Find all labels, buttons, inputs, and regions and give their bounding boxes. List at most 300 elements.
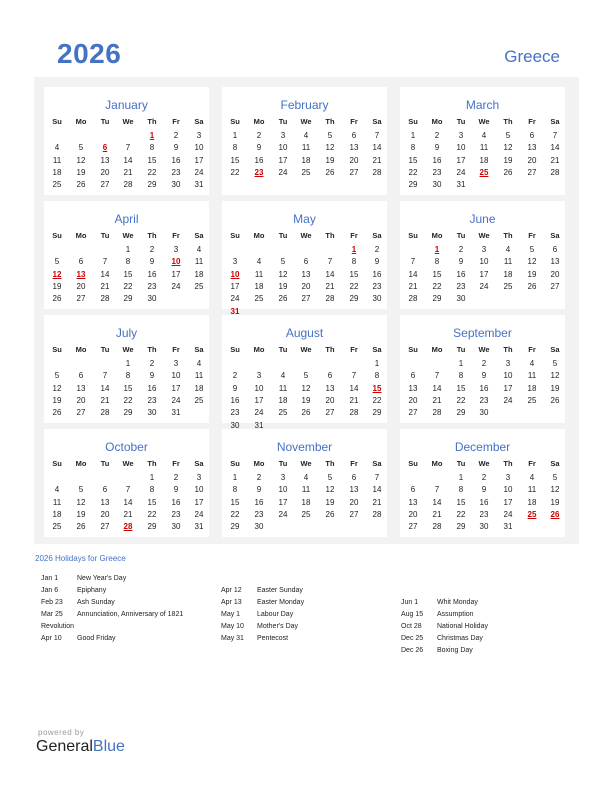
- calendar-day[interactable]: 7: [434, 485, 440, 495]
- calendar-day[interactable]: 8: [374, 371, 380, 381]
- calendar-day[interactable]: 22: [123, 395, 133, 405]
- calendar-day[interactable]: 21: [349, 395, 359, 405]
- calendar-day[interactable]: 14: [100, 383, 110, 393]
- calendar-day[interactable]: 27: [408, 522, 418, 532]
- calendar-day[interactable]: 9: [458, 257, 464, 267]
- calendar-day[interactable]: 7: [327, 257, 333, 267]
- calendar-day[interactable]: 10: [278, 143, 288, 153]
- calendar-day[interactable]: 4: [256, 257, 262, 267]
- calendar-day[interactable]: 18: [527, 383, 537, 393]
- calendar-day[interactable]: 29: [123, 294, 133, 304]
- calendar-day[interactable]: 7: [351, 371, 357, 381]
- calendar-day[interactable]: 23: [432, 167, 442, 177]
- calendar-day[interactable]: 10: [278, 485, 288, 495]
- brand-logo[interactable]: [36, 738, 125, 756]
- calendar-day[interactable]: 15: [147, 155, 157, 165]
- calendar-day[interactable]: 11: [527, 371, 537, 381]
- calendar-day[interactable]: 7: [125, 143, 131, 153]
- calendar-day[interactable]: 20: [325, 395, 335, 405]
- calendar-day[interactable]: 16: [254, 497, 264, 507]
- calendar-day[interactable]: 25: [254, 294, 264, 304]
- calendar-day[interactable]: 18: [278, 395, 288, 405]
- calendar-day[interactable]: 13: [100, 155, 110, 165]
- calendar-day[interactable]: 7: [374, 131, 380, 140]
- calendar-day[interactable]: 30: [171, 522, 181, 532]
- calendar-day[interactable]: 25: [52, 522, 62, 532]
- calendar-day[interactable]: 14: [123, 497, 133, 507]
- calendar-day[interactable]: 20: [100, 509, 110, 519]
- calendar-day[interactable]: 22: [456, 509, 466, 519]
- calendar-day[interactable]: 22: [147, 167, 157, 177]
- calendar-day[interactable]: 15: [456, 383, 466, 393]
- holiday-day[interactable]: 26: [550, 509, 560, 519]
- calendar-day[interactable]: 18: [194, 269, 204, 279]
- calendar-day[interactable]: 15: [408, 155, 418, 165]
- calendar-day[interactable]: 13: [325, 383, 335, 393]
- calendar-day[interactable]: 26: [76, 522, 86, 532]
- calendar-day[interactable]: 17: [503, 497, 513, 507]
- calendar-day[interactable]: 20: [100, 167, 110, 177]
- calendar-day[interactable]: 8: [125, 257, 131, 267]
- calendar-day[interactable]: 3: [280, 131, 286, 140]
- calendar-day[interactable]: 28: [408, 294, 418, 304]
- calendar-day[interactable]: 13: [349, 485, 359, 495]
- calendar-day[interactable]: 17: [456, 155, 466, 165]
- calendar-day[interactable]: 25: [194, 281, 204, 291]
- calendar-day[interactable]: 9: [256, 143, 262, 153]
- calendar-day[interactable]: 7: [434, 371, 440, 381]
- calendar-day[interactable]: 6: [351, 131, 357, 140]
- calendar-day[interactable]: 28: [123, 180, 133, 190]
- calendar-day[interactable]: 3: [458, 131, 464, 140]
- calendar-day[interactable]: 8: [434, 257, 440, 267]
- calendar-day[interactable]: 24: [171, 281, 181, 291]
- calendar-day[interactable]: 22: [432, 281, 442, 291]
- calendar-day[interactable]: 7: [102, 257, 108, 267]
- calendar-day[interactable]: 6: [410, 485, 416, 495]
- calendar-day[interactable]: 9: [374, 257, 380, 267]
- calendar-day[interactable]: 20: [408, 509, 418, 519]
- calendar-day[interactable]: 4: [505, 245, 511, 254]
- calendar-day[interactable]: 21: [372, 155, 382, 165]
- calendar-day[interactable]: 24: [194, 509, 204, 519]
- calendar-day[interactable]: 12: [301, 383, 311, 393]
- calendar-day[interactable]: 21: [372, 497, 382, 507]
- calendar-day[interactable]: 16: [171, 497, 181, 507]
- calendar-day[interactable]: 3: [280, 473, 286, 482]
- calendar-day[interactable]: 18: [254, 281, 264, 291]
- calendar-day[interactable]: 3: [232, 257, 238, 267]
- calendar-day[interactable]: 3: [481, 245, 487, 254]
- calendar-day[interactable]: 12: [52, 383, 62, 393]
- calendar-day[interactable]: 17: [503, 383, 513, 393]
- calendar-day[interactable]: 22: [372, 395, 382, 405]
- calendar-day[interactable]: 9: [481, 485, 487, 495]
- calendar-day[interactable]: 5: [529, 245, 535, 254]
- calendar-day[interactable]: 31: [194, 180, 204, 190]
- calendar-day[interactable]: 28: [550, 167, 560, 177]
- calendar-day[interactable]: 5: [54, 371, 60, 381]
- calendar-day[interactable]: 6: [552, 245, 558, 254]
- calendar-day[interactable]: 29: [123, 408, 133, 418]
- calendar-day[interactable]: 4: [529, 473, 535, 482]
- calendar-day[interactable]: 16: [456, 269, 466, 279]
- calendar-day[interactable]: 28: [372, 509, 382, 519]
- calendar-day[interactable]: 31: [254, 420, 264, 430]
- calendar-day[interactable]: 25: [301, 509, 311, 519]
- calendar-day[interactable]: 28: [100, 408, 110, 418]
- calendar-day[interactable]: 11: [527, 485, 537, 495]
- calendar-day[interactable]: 30: [254, 522, 264, 532]
- calendar-day[interactable]: 19: [325, 497, 335, 507]
- calendar-day[interactable]: 26: [301, 408, 311, 418]
- calendar-day[interactable]: 16: [171, 155, 181, 165]
- calendar-day[interactable]: 23: [479, 395, 489, 405]
- calendar-day[interactable]: 22: [230, 167, 240, 177]
- holiday-day[interactable]: 6: [102, 143, 108, 153]
- calendar-day[interactable]: 30: [171, 180, 181, 190]
- calendar-day[interactable]: 29: [456, 408, 466, 418]
- calendar-day[interactable]: 22: [349, 281, 359, 291]
- calendar-day[interactable]: 11: [301, 143, 311, 153]
- calendar-day[interactable]: 24: [456, 167, 466, 177]
- calendar-day[interactable]: 27: [550, 281, 560, 291]
- calendar-day[interactable]: 3: [196, 473, 202, 482]
- calendar-day[interactable]: 27: [325, 408, 335, 418]
- calendar-day[interactable]: 18: [194, 383, 204, 393]
- calendar-day[interactable]: 26: [527, 281, 537, 291]
- calendar-day[interactable]: 28: [432, 408, 442, 418]
- calendar-day[interactable]: 12: [550, 371, 560, 381]
- calendar-day[interactable]: 10: [254, 383, 264, 393]
- calendar-day[interactable]: 29: [432, 294, 442, 304]
- calendar-day[interactable]: 3: [505, 473, 511, 482]
- calendar-day[interactable]: 19: [325, 155, 335, 165]
- calendar-day[interactable]: 7: [410, 257, 416, 267]
- calendar-day[interactable]: 11: [52, 155, 62, 165]
- calendar-day[interactable]: 16: [254, 155, 264, 165]
- calendar-day[interactable]: 12: [550, 485, 560, 495]
- calendar-day[interactable]: 20: [301, 281, 311, 291]
- calendar-day[interactable]: 18: [479, 155, 489, 165]
- calendar-day[interactable]: 31: [456, 180, 466, 190]
- calendar-day[interactable]: 2: [173, 473, 179, 482]
- calendar-day[interactable]: 5: [327, 131, 333, 140]
- calendar-day[interactable]: 29: [230, 522, 240, 532]
- calendar-day[interactable]: 21: [408, 281, 418, 291]
- calendar-day[interactable]: 20: [550, 269, 560, 279]
- calendar-day[interactable]: 26: [52, 294, 62, 304]
- calendar-day[interactable]: 8: [351, 257, 357, 267]
- calendar-day[interactable]: 20: [527, 155, 537, 165]
- calendar-day[interactable]: 10: [171, 371, 181, 381]
- calendar-day[interactable]: 9: [434, 143, 440, 153]
- calendar-day[interactable]: 30: [147, 408, 157, 418]
- calendar-day[interactable]: 23: [147, 395, 157, 405]
- calendar-day[interactable]: 30: [456, 294, 466, 304]
- calendar-day[interactable]: 11: [479, 143, 489, 153]
- calendar-day[interactable]: 26: [550, 395, 560, 405]
- calendar-day[interactable]: 13: [301, 269, 311, 279]
- calendar-day[interactable]: 25: [278, 408, 288, 418]
- calendar-day[interactable]: 4: [303, 473, 309, 482]
- calendar-day[interactable]: 9: [173, 143, 179, 153]
- calendar-day[interactable]: 14: [432, 383, 442, 393]
- calendar-day[interactable]: 12: [325, 485, 335, 495]
- calendar-day[interactable]: 17: [171, 383, 181, 393]
- calendar-day[interactable]: 20: [408, 395, 418, 405]
- calendar-day[interactable]: 10: [503, 485, 513, 495]
- calendar-day[interactable]: 6: [529, 131, 535, 140]
- calendar-day[interactable]: 18: [301, 497, 311, 507]
- calendar-day[interactable]: 30: [432, 180, 442, 190]
- calendar-day[interactable]: 30: [479, 408, 489, 418]
- calendar-day[interactable]: 4: [54, 485, 60, 495]
- calendar-day[interactable]: 27: [408, 408, 418, 418]
- calendar-day[interactable]: 8: [149, 143, 155, 153]
- calendar-day[interactable]: 20: [76, 395, 86, 405]
- calendar-day[interactable]: 21: [100, 395, 110, 405]
- calendar-day[interactable]: 12: [503, 143, 513, 153]
- calendar-day[interactable]: 21: [432, 509, 442, 519]
- calendar-day[interactable]: 2: [149, 245, 155, 254]
- holiday-day[interactable]: 1: [149, 131, 155, 140]
- calendar-day[interactable]: 1: [458, 359, 464, 368]
- calendar-day[interactable]: 29: [456, 522, 466, 532]
- calendar-day[interactable]: 17: [254, 395, 264, 405]
- calendar-day[interactable]: 2: [458, 245, 464, 254]
- holiday-day[interactable]: 31: [230, 306, 240, 316]
- calendar-day[interactable]: 1: [125, 359, 131, 368]
- calendar-day[interactable]: 13: [100, 497, 110, 507]
- calendar-day[interactable]: 18: [503, 269, 513, 279]
- calendar-day[interactable]: 2: [256, 473, 262, 482]
- calendar-day[interactable]: 21: [432, 395, 442, 405]
- calendar-day[interactable]: 11: [278, 383, 288, 393]
- calendar-day[interactable]: 11: [254, 269, 264, 279]
- calendar-day[interactable]: 11: [301, 485, 311, 495]
- calendar-day[interactable]: 6: [410, 371, 416, 381]
- calendar-day[interactable]: 12: [76, 155, 86, 165]
- calendar-day[interactable]: 14: [372, 143, 382, 153]
- calendar-day[interactable]: 4: [303, 131, 309, 140]
- calendar-day[interactable]: 28: [325, 294, 335, 304]
- calendar-day[interactable]: 9: [149, 371, 155, 381]
- calendar-day[interactable]: 5: [78, 143, 84, 153]
- calendar-day[interactable]: 21: [123, 509, 133, 519]
- calendar-day[interactable]: 8: [410, 143, 416, 153]
- calendar-day[interactable]: 4: [529, 359, 535, 368]
- calendar-day[interactable]: 16: [147, 383, 157, 393]
- calendar-day[interactable]: 27: [76, 408, 86, 418]
- calendar-day[interactable]: 4: [196, 245, 202, 254]
- calendar-day[interactable]: 2: [481, 359, 487, 368]
- calendar-day[interactable]: 16: [432, 155, 442, 165]
- calendar-day[interactable]: 2: [481, 473, 487, 482]
- calendar-day[interactable]: 5: [505, 131, 511, 140]
- calendar-day[interactable]: 23: [254, 509, 264, 519]
- calendar-day[interactable]: 10: [503, 371, 513, 381]
- calendar-day[interactable]: 12: [76, 497, 86, 507]
- calendar-day[interactable]: 25: [301, 167, 311, 177]
- calendar-day[interactable]: 24: [254, 408, 264, 418]
- calendar-day[interactable]: 4: [280, 371, 286, 381]
- calendar-day[interactable]: 19: [52, 395, 62, 405]
- calendar-day[interactable]: 26: [278, 294, 288, 304]
- calendar-day[interactable]: 15: [349, 269, 359, 279]
- calendar-day[interactable]: 1: [125, 245, 131, 254]
- calendar-day[interactable]: 17: [194, 497, 204, 507]
- holiday-day[interactable]: 10: [171, 257, 181, 267]
- calendar-day[interactable]: 4: [54, 143, 60, 153]
- calendar-day[interactable]: 22: [456, 395, 466, 405]
- calendar-day[interactable]: 9: [256, 485, 262, 495]
- calendar-day[interactable]: 13: [76, 383, 86, 393]
- calendar-day[interactable]: 29: [147, 180, 157, 190]
- calendar-day[interactable]: 15: [432, 269, 442, 279]
- calendar-day[interactable]: 15: [123, 383, 133, 393]
- calendar-day[interactable]: 3: [505, 359, 511, 368]
- calendar-day[interactable]: 17: [194, 155, 204, 165]
- calendar-day[interactable]: 24: [503, 395, 513, 405]
- calendar-day[interactable]: 30: [147, 294, 157, 304]
- calendar-day[interactable]: 27: [349, 167, 359, 177]
- calendar-day[interactable]: 2: [434, 131, 440, 140]
- calendar-day[interactable]: 20: [349, 155, 359, 165]
- calendar-day[interactable]: 1: [458, 473, 464, 482]
- calendar-day[interactable]: 2: [374, 245, 380, 254]
- calendar-day[interactable]: 6: [102, 485, 108, 495]
- calendar-day[interactable]: 26: [325, 509, 335, 519]
- holiday-day[interactable]: 13: [76, 269, 86, 279]
- calendar-day[interactable]: 13: [349, 143, 359, 153]
- calendar-day[interactable]: 14: [325, 269, 335, 279]
- calendar-day[interactable]: 11: [194, 371, 204, 381]
- calendar-day[interactable]: 11: [194, 257, 204, 267]
- calendar-day[interactable]: 2: [173, 131, 179, 140]
- calendar-day[interactable]: 27: [100, 180, 110, 190]
- holiday-day[interactable]: 23: [254, 167, 264, 177]
- calendar-day[interactable]: 19: [550, 383, 560, 393]
- calendar-day[interactable]: 28: [432, 522, 442, 532]
- calendar-day[interactable]: 29: [408, 180, 418, 190]
- calendar-day[interactable]: 19: [76, 509, 86, 519]
- calendar-day[interactable]: 27: [349, 509, 359, 519]
- calendar-day[interactable]: 10: [194, 143, 204, 153]
- calendar-day[interactable]: 8: [149, 485, 155, 495]
- calendar-day[interactable]: 13: [408, 497, 418, 507]
- calendar-day[interactable]: 17: [278, 155, 288, 165]
- calendar-day[interactable]: 19: [301, 395, 311, 405]
- calendar-day[interactable]: 5: [280, 257, 286, 267]
- calendar-day[interactable]: 7: [102, 371, 108, 381]
- holiday-day[interactable]: 1: [351, 245, 357, 254]
- holiday-day[interactable]: 12: [52, 269, 62, 279]
- calendar-day[interactable]: 27: [527, 167, 537, 177]
- calendar-day[interactable]: 16: [372, 269, 382, 279]
- calendar-day[interactable]: 7: [374, 473, 380, 482]
- calendar-day[interactable]: 21: [100, 281, 110, 291]
- calendar-day[interactable]: 8: [232, 143, 238, 153]
- calendar-day[interactable]: 4: [481, 131, 487, 140]
- calendar-day[interactable]: 31: [194, 522, 204, 532]
- calendar-day[interactable]: 15: [456, 497, 466, 507]
- holiday-day[interactable]: 28: [123, 522, 133, 532]
- calendar-day[interactable]: 24: [194, 167, 204, 177]
- calendar-day[interactable]: 26: [503, 167, 513, 177]
- calendar-day[interactable]: 2: [149, 359, 155, 368]
- calendar-day[interactable]: 24: [479, 281, 489, 291]
- calendar-day[interactable]: 6: [303, 257, 309, 267]
- calendar-day[interactable]: 23: [456, 281, 466, 291]
- calendar-day[interactable]: 13: [408, 383, 418, 393]
- calendar-day[interactable]: 5: [552, 359, 558, 368]
- holiday-day[interactable]: 15: [372, 383, 382, 393]
- calendar-day[interactable]: 2: [256, 131, 262, 140]
- calendar-day[interactable]: 5: [552, 473, 558, 482]
- calendar-day[interactable]: 3: [173, 359, 179, 368]
- calendar-day[interactable]: 22: [147, 509, 157, 519]
- calendar-day[interactable]: 9: [173, 485, 179, 495]
- calendar-day[interactable]: 6: [351, 473, 357, 482]
- calendar-day[interactable]: 28: [349, 408, 359, 418]
- calendar-day[interactable]: 23: [171, 509, 181, 519]
- calendar-day[interactable]: 11: [503, 257, 513, 267]
- calendar-day[interactable]: 24: [278, 509, 288, 519]
- calendar-day[interactable]: 29: [147, 522, 157, 532]
- calendar-day[interactable]: 27: [301, 294, 311, 304]
- calendar-day[interactable]: 14: [100, 269, 110, 279]
- calendar-day[interactable]: 13: [527, 143, 537, 153]
- calendar-day[interactable]: 31: [503, 522, 513, 532]
- calendar-day[interactable]: 14: [550, 143, 560, 153]
- calendar-day[interactable]: 21: [325, 281, 335, 291]
- calendar-day[interactable]: 22: [123, 281, 133, 291]
- holiday-day[interactable]: 25: [479, 167, 489, 177]
- calendar-day[interactable]: 17: [230, 281, 240, 291]
- calendar-day[interactable]: 19: [76, 167, 86, 177]
- calendar-day[interactable]: 24: [503, 509, 513, 519]
- calendar-day[interactable]: 6: [327, 371, 333, 381]
- calendar-day[interactable]: 1: [232, 473, 238, 482]
- calendar-day[interactable]: 10: [456, 143, 466, 153]
- calendar-day[interactable]: 18: [527, 497, 537, 507]
- calendar-day[interactable]: 12: [278, 269, 288, 279]
- calendar-day[interactable]: 1: [374, 359, 380, 368]
- calendar-day[interactable]: 20: [349, 497, 359, 507]
- calendar-day[interactable]: 16: [479, 497, 489, 507]
- calendar-day[interactable]: 1: [232, 131, 238, 140]
- calendar-day[interactable]: 20: [76, 281, 86, 291]
- calendar-day[interactable]: 18: [52, 167, 62, 177]
- calendar-day[interactable]: 24: [230, 294, 240, 304]
- calendar-day[interactable]: 14: [349, 383, 359, 393]
- calendar-day[interactable]: 18: [301, 155, 311, 165]
- calendar-day[interactable]: 3: [196, 131, 202, 140]
- calendar-day[interactable]: 18: [52, 509, 62, 519]
- calendar-day[interactable]: 2: [232, 371, 238, 381]
- calendar-day[interactable]: 1: [410, 131, 416, 140]
- calendar-day[interactable]: 8: [232, 485, 238, 495]
- calendar-day[interactable]: 15: [230, 155, 240, 165]
- calendar-day[interactable]: 3: [173, 245, 179, 254]
- calendar-day[interactable]: 5: [303, 371, 309, 381]
- calendar-day[interactable]: 8: [458, 371, 464, 381]
- calendar-day[interactable]: 5: [78, 485, 84, 495]
- calendar-day[interactable]: 4: [196, 359, 202, 368]
- calendar-day[interactable]: 5: [54, 257, 60, 267]
- calendar-day[interactable]: 22: [408, 167, 418, 177]
